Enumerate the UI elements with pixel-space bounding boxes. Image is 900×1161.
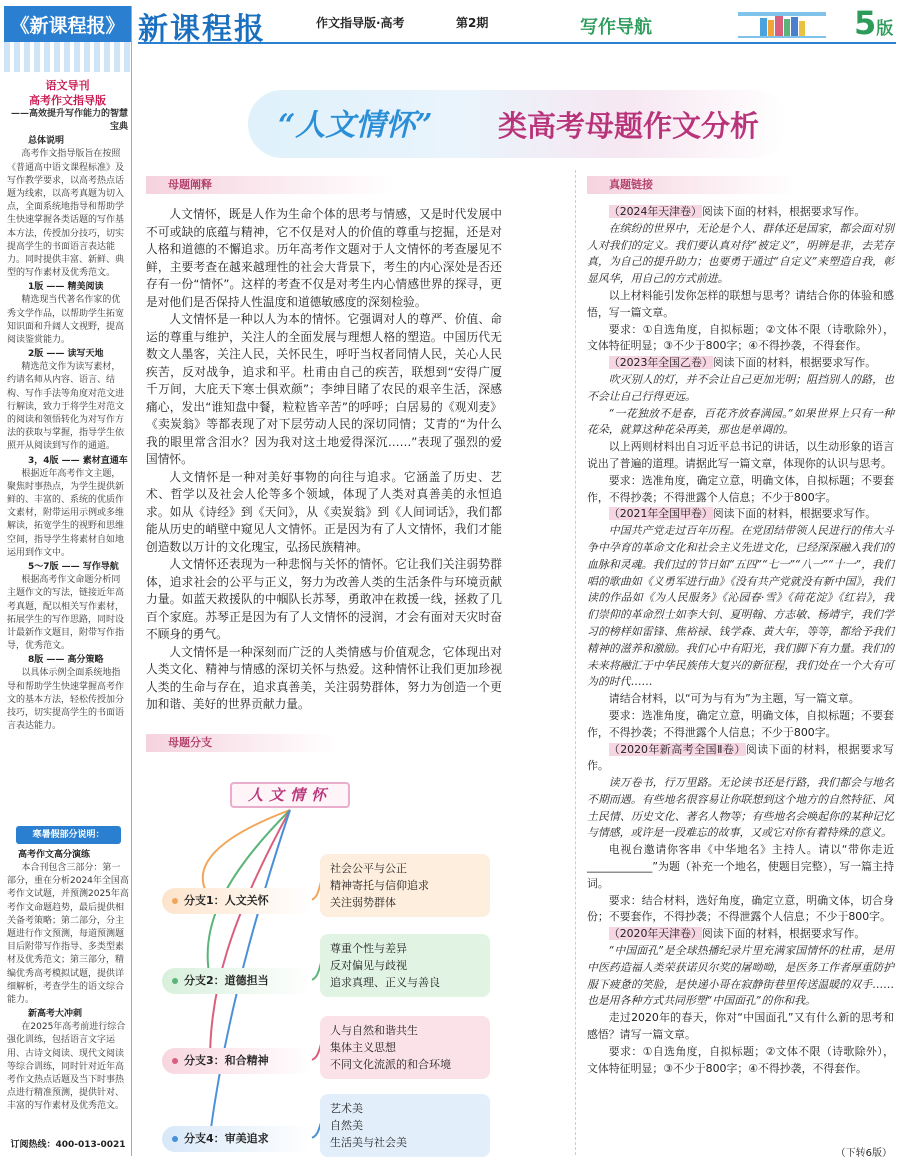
- lead-text: 阅读下面的材料，根据要求写作。: [701, 205, 866, 218]
- title-banner: [248, 90, 788, 158]
- branch-dot-icon: [172, 898, 178, 904]
- paragraph: 人文情怀还表现为一种悲悯与关怀的情怀。它让我们关注弱势群体，追求社会的公平与正义，努力为改善人类的生活条件与环境贡献力量。如蓝天救援队的中帼队长苏琴，勇敢冲在救援一线，拯救了几百个家庭。苏琴正是因为有了人文情怀的浸润，才会有面对天灾时奋不顾身的勇气。: [146, 557, 502, 641]
- branch-item: 尊重个性与差异: [330, 942, 407, 955]
- sidebar-new-heading: 新高考大冲刺: [28, 1009, 83, 1020]
- question-task: 走过2020年的春天，你对“中国面孔”又有什么新的思考和感悟？请写一篇文章。: [587, 1011, 894, 1042]
- branch-3-items: [320, 1016, 490, 1079]
- sidebar-hol: 本合刊包含三部分：第一部分，重在分析2024年全国高考作文试题，并预测2025年高考作文命题趋势，最后提供相关备考策略；第二部分，分主题进行作文预测，每道预测题目后附带写作指导、多类型素材及优秀范文；第三部分，精编优秀高考模拟试题，提供详细解析，考查学生的语文综合能力。: [7, 863, 129, 1006]
- exam-source-badge: （2024年天津卷）: [608, 205, 702, 218]
- sidebar-decoration: [4, 42, 131, 72]
- branch-item: 不同文化流派的和合环境: [330, 1058, 451, 1071]
- issue-label: 第2期: [456, 16, 489, 30]
- page-number-value: 5: [854, 4, 877, 42]
- question-task: 请结合材料，以“可为与有为”为主题，写一篇文章。: [608, 692, 860, 706]
- branch-item: 艺术美: [330, 1102, 363, 1115]
- label-text: 母题分支: [168, 736, 212, 749]
- question-requirements: 要求：①自选角度，自拟标题；②文体不限（诗歌除外），文体特征明显；③不少于800字；④不得抄袭，不得套作。: [587, 322, 894, 353]
- section-label-explanation: [146, 176, 406, 194]
- branch-3: [162, 1048, 312, 1074]
- sidebar-v3: 根据近年高考作文主题，聚焦时事热点，为学生提供新鲜的、丰富的、系统的优质作文素材，附带运用示例或多维解读，拓宽学生的视野和思维空间，指导学生将素材自如地运用到作文中。: [7, 468, 125, 558]
- question-task: 以上材料能引发你怎样的联想与思考？请结合你的体验和感悟，写一篇文章。: [587, 288, 894, 319]
- label-text: 母题阐释: [168, 178, 212, 191]
- branch-label: 分支2：道德担当: [184, 974, 269, 987]
- real-questions-body: [587, 204, 894, 1077]
- paragraph: 人文情怀，既是人作为生命个体的思考与情感，又是时代发展中不可或缺的底蕴与精神，它不仅是对人的价值的尊重与挖掘，还是对人格和道德的不懈追求。历年高考作文题对于人文情怀的考查屡见不鲜，主要考查在越来越理性的社会大背景下，考生的内心深处是否还存有一份“情怀”。这样的考查不仅是对考生内心情感世界的探寻，更是对他们是否保持人性温度和道德敏感度的深刻检验。: [146, 207, 502, 309]
- sidebar-tagline: ——高效提升写作能力的智慧宝典: [10, 109, 128, 133]
- question-lead: [587, 742, 894, 776]
- lead-text: 阅读下面的材料，根据要求写作。: [587, 742, 894, 773]
- sidebar-bottom: [4, 848, 132, 1114]
- sidebar-v8-heading: 8版 —— 高分策略: [28, 655, 104, 666]
- sidebar-summary: 高考作文指导版旨在按照《普通高中语文课程标准》及写作教学要求，以高考热点话题为线索，以高考真题为切入点，全面系统地指导和帮助学生快速掌握各类话题的写作基本方法，传授加分技巧，切实提高学生的书面语言表达能力。同时提供丰富、新鲜、典型的写作素材及优秀范文。: [7, 149, 125, 279]
- edition-label: 作文指导版·高考: [316, 16, 405, 30]
- branch-item: 关注弱势群体: [330, 896, 396, 909]
- sidebar-hol-heading: 高考作文高分演练: [18, 850, 91, 860]
- books-icon: [738, 8, 826, 38]
- question-material: “一花独放不是春，百花齐放春满园。”如果世界上只有一种花朵，就算这种花朵再美，那也是单调的。: [587, 406, 894, 437]
- question-lead: [587, 204, 894, 221]
- sidebar-v2-heading: 2版 —— 读写天地: [28, 349, 104, 360]
- sidebar-summary-heading: 总体说明: [28, 136, 65, 147]
- branch-label: 分支3：和合精神: [184, 1054, 269, 1067]
- sidebar-v5: 根据高考作文命题分析同主题作文的写法，链接近年高考真题，配以相关写作素材，拓展学生的写作思路，同时设计最新作文题目，附带写作指导，优秀范文。: [7, 575, 125, 652]
- exam-source-badge: （2021年全国甲卷）: [608, 507, 713, 521]
- branch-1-items: [320, 854, 490, 917]
- mind-map-center: 人文情怀: [230, 782, 350, 808]
- sidebar-v2: 精选范文作为读写素材，约请名师从内容、语言、结构、写作手法等角度对范文进行解读，致力于将学生对范文的阅读和领悟转化为对写作方法的获取与掌握，指导学生依照开从阅读到写作的通道。: [7, 362, 125, 452]
- sidebar-head2: 高考作文指导版: [29, 94, 106, 107]
- question-requirements: 要求：①自选角度，自拟标题；②文体不限（诗歌除外），文体特征明显；③不少于800字；④不得抄袭，不得套作。: [587, 1044, 894, 1075]
- sidebar-heading: [4, 78, 131, 108]
- paragraph: 人文情怀是一种以人为本的情怀。它强调对人的尊严、价值、命运的尊重与维护，关注人的全面发展与理想人格的塑造。中国历代无数文人墨客，关注人民，关怀民生，呼吁当权者同情人民，关心人民疾苦，反对战争，追求和平。杜甫由自己的疾苦，联想到“安得广厦千万间，大庇天下寒士俱欢颜”；李绅目睹了农民的艰辛生活，深感痛心，发出“谁知盘中餐，粒粒皆辛苦”的呼呼；白居易的《观刈麦》《卖炭翁》等都表现了对下层劳动人民的深切同情；艾青的“为什么我的眼里常含泪水？因为我对这土地爱得深沉……”表现了强烈的爱国情怀。: [146, 312, 502, 466]
- question-requirements: 要求：选准角度，确定立意，明确文体，自拟标题；不要套作，不得抄袭；不得泄露个人信息；不少于800字。: [587, 708, 894, 739]
- sidebar-title: 《新课程报》: [4, 6, 131, 42]
- sidebar-v8: 以具体示例全面系统地指导和帮助学生快速掌握高考作文的基本方法，轻松传授加分技巧，切实提高学生的书面语言表达能力。: [7, 668, 125, 732]
- explanation-body: [146, 206, 502, 714]
- sidebar-v5-heading: 5～7版 —— 写作导航: [28, 562, 119, 573]
- section-title: 写作导航: [580, 17, 652, 38]
- sidebar-hotline: 订阅热线：400-013-0021: [10, 1140, 126, 1150]
- page-header: [138, 4, 896, 47]
- sidebar-new: 在2025年高考前进行综合强化训练，包括语言文字运用、古诗文阅读、现代文阅读等综合训练，同时针对近年高考作文热点话题及当下时事热点进行精准预测，提供针对、丰富的写作素材及优秀范文。: [7, 1022, 126, 1112]
- mind-map: [150, 760, 490, 1155]
- question-lead: [587, 355, 894, 372]
- branch-item: 社会公平与公正: [330, 862, 407, 875]
- branch-dot-icon: [172, 1058, 178, 1064]
- sidebar: [4, 6, 132, 1156]
- question-lead: [587, 926, 894, 943]
- branch-4: [162, 1126, 312, 1152]
- question-requirements: 要求：结合材料，选好角度，确定立意，明确文体，切合身份；不要套作，不得抄袭；不得泄露个人信息；不少于800字。: [587, 893, 894, 924]
- branch-2: [162, 968, 312, 994]
- question-requirements: 要求：选准角度，确定立意，明确文体，自拟标题；不要套作，不得抄袭；不得泄露个人信息；不少于800字。: [587, 473, 894, 504]
- exam-source-badge: （2020年新高考全国Ⅱ卷）: [608, 742, 746, 756]
- branch-item: 自然美: [330, 1119, 363, 1132]
- label-text: 真题链接: [609, 178, 653, 191]
- question-material: 吹灭别人的灯，并不会让自己更加光明；阻挡别人的路，也不会让自己行得更远。: [587, 372, 894, 403]
- exam-source-badge: （2023年全国乙卷）: [608, 356, 713, 370]
- lead-text: 阅读下面的材料，根据要求写作。: [701, 927, 866, 941]
- question-material: 读万卷书，行万里路。无论读书还是行路，我们都会与地名不期而遇。有些地名很容易让你联想到这个地方的自然特征、风土民情、历史文化、著名人物等；有些地名会唤起你的某种记忆与情感，或许是一段难忘的故事，又或它对你有着特殊的意义。: [587, 776, 894, 840]
- section-label-real-questions: [587, 176, 807, 194]
- question-material: 在缤纷的世界中，无论是个人、群体还是国家，都会面对别人对我们的定义。我们要认真对待“被定义”，明辨是非，去芜存真，为自己的提升助力；也要勇于通过“自定义”来塑造自我，彰显风华，用自己的方式前进。: [587, 221, 894, 286]
- branch-label: 分支1：人文关怀: [184, 894, 269, 907]
- lead-text: 阅读下面的材料，根据要求写作。: [712, 507, 877, 521]
- page-number: [854, 4, 893, 42]
- branch-1: [162, 888, 312, 914]
- sidebar-holiday-tag: 寒暑假部分说明：: [16, 826, 121, 844]
- branch-item: 追求真理、正义与善良: [330, 976, 440, 989]
- question-material: “中国面孔”是全球热播纪录片里充满家国情怀的杜甫，是用中医药造福人类荣获诺贝尔奖的屠呦呦，是医务工作者厚重防护服下疲惫的笑脸，是快递小哥在寂静街巷里传送温暖的双手……也是用各种方式共同形塑“中国面孔”的你和我。: [587, 944, 894, 1008]
- branch-4-items: [320, 1094, 490, 1157]
- branch-item: 人与自然和谐共生: [330, 1024, 418, 1037]
- paragraph: 人文情怀是一种对美好事物的向往与追求。它涵盖了历史、艺术、哲学以及社会人伦等多个领域，体现了人类对真善美的永恒追求。如从《诗经》到《天问》，从《卖炭翁》到《人间词话》，我们都能从历史的峭壁中窥见人文情怀。正是因为有了人文情怀，我们才能创造数以万计的文化瑰宝，弘扬民族精神。: [146, 469, 502, 554]
- section-label-branches: [146, 734, 346, 752]
- branch-item: 生活美与社会美: [330, 1136, 407, 1149]
- question-task: 电视台邀请你客串《中华地名》主持人。请以“带你走近____________”为题（补充一个地名，使题目完整），写一篇主持词。: [587, 843, 894, 890]
- sidebar-head1: 语文导刊: [45, 79, 90, 92]
- lead-text: 阅读下面的材料，根据要求写作。: [712, 356, 877, 370]
- page-unit: 版: [876, 19, 894, 39]
- continued-note: （下转6版）: [835, 1148, 892, 1159]
- sidebar-v3-heading: 3，4版 —— 素材直通车: [28, 455, 128, 466]
- paragraph: 人文情怀是一种深刻而广泛的人类情感与价值观念，它体现出对人类文化、精神与情感的深切关怀与热爱。这种情怀让我们更加珍视人类的生命与存在，追求真善美，关注弱势群体，努力为创造一个更加和谐、美好的世界贡献力量。: [146, 644, 502, 711]
- branch-dot-icon: [172, 978, 178, 984]
- sidebar-v1-heading: 1版 —— 精美阅读: [28, 282, 104, 293]
- branch-label: 分支4：审美追求: [184, 1132, 269, 1145]
- branch-item: 精神寄托与信仰追求: [330, 879, 429, 892]
- branch-dot-icon: [172, 1136, 178, 1142]
- exam-source-badge: （2020年天津卷）: [608, 927, 702, 941]
- question-lead: [587, 506, 894, 523]
- branch-item: 集体主义思想: [330, 1041, 396, 1054]
- banner-title: 类高考母题作文分析: [498, 109, 760, 143]
- question-material: 中国共产党走过百年历程。在党团结带领人民进行的伟大斗争中孕育的革命文化和社会主义先进文化，已经深深融入我们的血脉和灵魂。我们过的节日如“五四”“七一”“八一”“十一”，我们唱的歌曲如《义勇军进行曲》《没有共产党就没有新中国》，我们读的作品如《为人民服务》《沁园春·雪》《荷花淀》《红岩》，我们崇仰的革命烈士如李大钊、夏明翰、方志敏、杨靖宇，我们学习的榜样如雷锋、焦裕禄、钱学森、黄大年，等等，都给予我们精神的滋养和激励。我们心中有阳光，我们脚下有力量。我们的未来将融汇于中华民族伟大复兴的新征程，我们处在一个大有可为的时代……: [587, 524, 894, 689]
- newspaper-logo: 新课程报: [138, 12, 266, 47]
- question-task: 以上两则材料出自习近平总书记的讲话，以生动形象的语言说出了普遍的道理。请据此写一篇文章，体现你的认识与思考。: [587, 440, 894, 470]
- sidebar-v1: 精选现当代著名作家的优秀文学作品，以帮助学生拓宽知识面和升阔人文视野，提高阅读鉴赏能力。: [7, 295, 125, 346]
- banner-theme: “人文情怀”: [278, 108, 433, 143]
- branch-item: 反对偏见与歧视: [330, 959, 407, 972]
- column-divider: [575, 170, 576, 1155]
- branch-2-items: [320, 934, 490, 997]
